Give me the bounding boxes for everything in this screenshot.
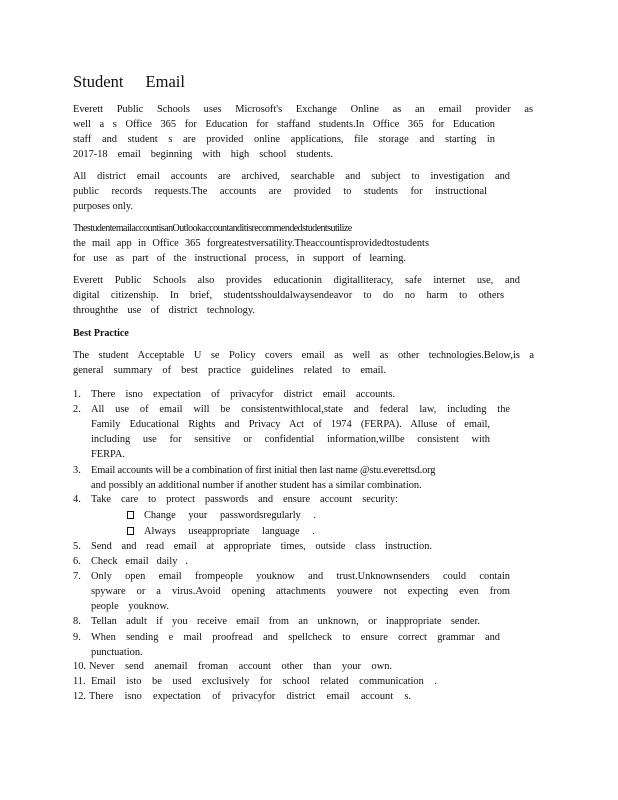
- paragraph-1-line-4: 2017-18 email beginning with high school students.: [73, 149, 333, 160]
- paragraph-4-line-2: digital citizenship. In brief, studentsshouldalwaysendeavor to do no harm to others: [73, 290, 504, 301]
- paragraph-3-line-2: the mail app in Office 365 forgreatestversatility.Theaccountisprovidedtostudents: [73, 238, 429, 249]
- list-item-line: spyware or a virus.Avoid opening attachments youwere not expecting even from: [91, 586, 510, 597]
- list-item-line: including use for sensitive or confidential information,willbe consistent with: [91, 434, 490, 445]
- list-number: 5.: [73, 541, 81, 552]
- sub-bullet-item: [127, 510, 316, 522]
- paragraph-1-line-1: Everett Public Schools uses Microsoft's Exchange Online as an email provider as: [73, 104, 533, 115]
- paragraph-2-line-3: purposes only.: [73, 201, 133, 212]
- list-item-line: and possibly an additional number if another student has a similar combination.: [91, 480, 422, 491]
- list-item-line: Family Educational Rights and Privacy Act of 1974 (FERPA). Alluse of email,: [91, 419, 490, 430]
- list-item-line: people youknow.: [91, 601, 169, 612]
- intro-line-1: The student Acceptable U se Policy covers email as well as other technologies.Below,is a: [73, 350, 534, 361]
- list-item-line: FERPA.: [91, 449, 125, 460]
- sub-bullet-text: Always useappropriate language .: [144, 526, 315, 537]
- list-item-line: Email isto be used exclusively for school related communication .: [91, 676, 437, 687]
- paragraph-2-line-1: All district email accounts are archived, searchable and subject to investigation and: [73, 171, 510, 182]
- square-bullet-icon: [127, 527, 134, 535]
- list-item-line: Email accounts will be a combination of first initial then last name @stu.everettsd.org: [91, 465, 436, 476]
- section-heading: Best Practice: [73, 328, 129, 339]
- list-item-line: There isno expectation of privacyfor district email account s.: [89, 691, 411, 702]
- paragraph-4-line-1: Everett Public Schools also provides educationin digitalliteracy, safe internet use, and: [73, 275, 520, 286]
- list-item-line: Never send anemail froman account other than your own.: [89, 661, 392, 672]
- list-item-line: Check email daily .: [91, 556, 188, 567]
- list-number: 7.: [73, 571, 81, 582]
- list-item-line: Tellan adult if you receive email from an unknown, or inappropriate sender.: [91, 616, 480, 627]
- list-number: 1.: [73, 389, 81, 400]
- paragraph-3-line-3: for use as part of the instructional process, in support of learning.: [73, 253, 406, 264]
- paragraph-4-line-3: throughthe use of district technology.: [73, 305, 255, 316]
- list-number: 10.: [73, 661, 86, 672]
- paragraph-2-line-2: public records requests.The accounts are provided to students for instructional: [73, 186, 487, 197]
- list-item-line: Send and read email at appropriate times, outside class instruction.: [91, 541, 432, 552]
- square-bullet-icon: [127, 511, 134, 519]
- list-item-line: punctuation.: [91, 647, 143, 658]
- list-item-line: All use of email will be consistentwithlocal,state and federal law, including the: [91, 404, 510, 415]
- list-item-line: When sending e mail proofread and spellcheck to ensure correct grammar and: [91, 632, 500, 643]
- paragraph-1-line-2: well a s Office 365 for Education for staffand students.In Office 365 for Education: [73, 119, 495, 130]
- sub-bullet-item: [127, 526, 315, 538]
- list-number: 2.: [73, 404, 81, 415]
- list-number: 12.: [73, 691, 86, 702]
- list-number: 11.: [73, 676, 86, 687]
- page-title: Student Email: [73, 72, 185, 91]
- paragraph-3-line-1: ThestudentemailaccountisanOutlookaccountanditisrecommendedstudentsutilize: [73, 223, 352, 234]
- list-number: 3.: [73, 465, 81, 476]
- list-number: 9.: [73, 632, 81, 643]
- intro-line-2: general summary of best practice guidelines related to email.: [73, 365, 386, 376]
- list-number: 8.: [73, 616, 81, 627]
- list-item-line: Take care to protect passwords and ensure account security:: [91, 494, 398, 505]
- paragraph-1-line-3: staff and student s are provided online applications, file storage and starting in: [73, 134, 495, 145]
- sub-bullet-text: Change your passwordsregularly .: [144, 510, 316, 521]
- list-item-line: Only open email frompeople youknow and trust.Unknownsenders could contain: [91, 571, 510, 582]
- list-item-line: There isno expectation of privacyfor district email accounts.: [91, 389, 395, 400]
- list-number: 4.: [73, 494, 81, 505]
- list-number: 6.: [73, 556, 81, 567]
